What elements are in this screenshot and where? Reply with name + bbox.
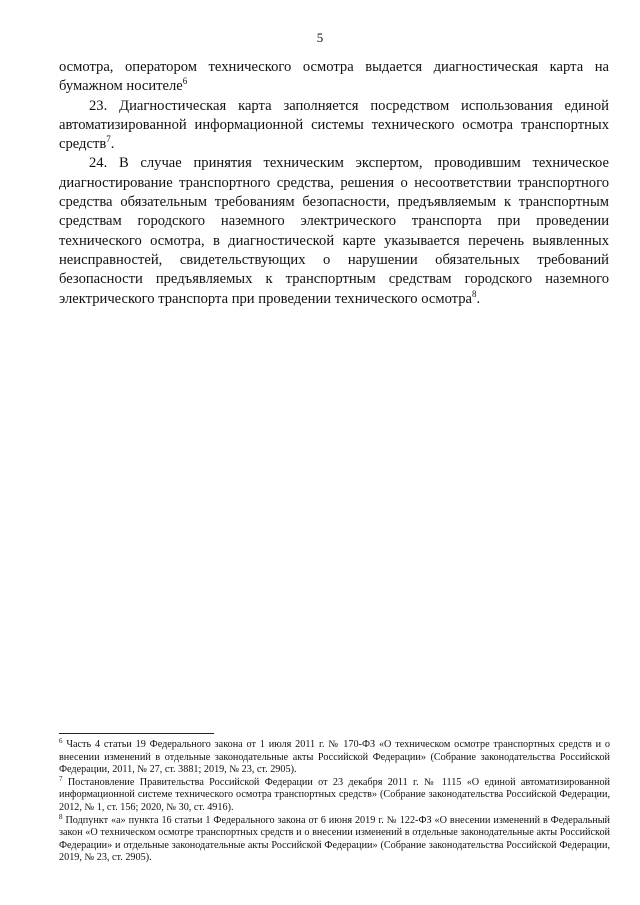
footnote-text: Подпункт «а» пункта 16 статьи 1 Федерального закона от 6 июня 2019 г. № 122-ФЗ «О внесении изменений в Федеральный закон «О техническом осмотре транспортных средств и о внесении изменений в отдельные законодательные акты Российской Федерации» и отдельные законодательные акты Российской Федерации» (Собрание законодательства Российской Федерации, 2019, № 23, ст. 2905). xyxy=(59,814,611,864)
footnote-separator xyxy=(59,733,214,734)
paragraph-item-24 xyxy=(59,154,609,308)
footnotes xyxy=(59,739,610,865)
footnote-6 xyxy=(59,739,610,777)
footnote-7 xyxy=(59,774,610,815)
footnote-reference: 7 xyxy=(106,134,111,145)
footnote-mark: 8 xyxy=(59,812,63,821)
footnote-8 xyxy=(59,812,611,865)
paragraph-text: осмотра, оператором технического осмотра выдается диагностическая карта на бумажном носителе xyxy=(59,59,609,95)
footnote-text: Постановление Правительства Российской Федерации от 23 декабря 2011 г. № 1115 «О единой автоматизированной информационной системе технического осмотра транспортных средств» (Собрание законодательства Российской Федерации, 2012, № 1, ст. 156; 2020, № 30, ст. 4916). xyxy=(59,776,610,813)
footnote-reference: 8 xyxy=(472,288,477,299)
main-text xyxy=(59,58,609,309)
paragraph-continuation xyxy=(59,58,609,97)
paragraph-text: 24. В случае принятия техническим экспертом, проводившим техническое диагностирование транспортного средства, решения о несоответствии транспортного средства обязательным требованиям безопасности, предъявляемым к транспортным средствам городского наземного электрического транспорта при проведении технического осмотра, в диагностической карте указывается перечень выявленных неисправностей, свидетельствующих о нарушении обязательных требований безопасности предъявляемых к транспортным средствам городского наземного электрического транспорта при проведении технического осмотра xyxy=(59,155,609,307)
paragraph-text: 23. Диагностическая карта заполняется посредством использования единой автоматизированной информационной системы технического осмотра транспортных средств xyxy=(59,97,609,153)
paragraph-tail: . xyxy=(110,136,115,153)
footnote-text: Часть 4 статьи 19 Федерального закона от 1 июля 2011 г. № 170-ФЗ «О техническом осмотре транспортных средств и о внесении изменений в отдельные законодательные акты Российской Федерации» (Собрание законодательства Российской Федерации, 2011, № 27, ст. 3881; 2019, № 23, ст. 2905). xyxy=(59,739,610,776)
paragraph-tail: . xyxy=(476,290,481,307)
page-number: 5 xyxy=(316,30,324,45)
paragraph-item-23 xyxy=(59,97,609,155)
footnote-reference: 6 xyxy=(182,76,188,87)
footnote-mark: 7 xyxy=(59,774,63,783)
footnote-mark: 6 xyxy=(59,737,63,745)
